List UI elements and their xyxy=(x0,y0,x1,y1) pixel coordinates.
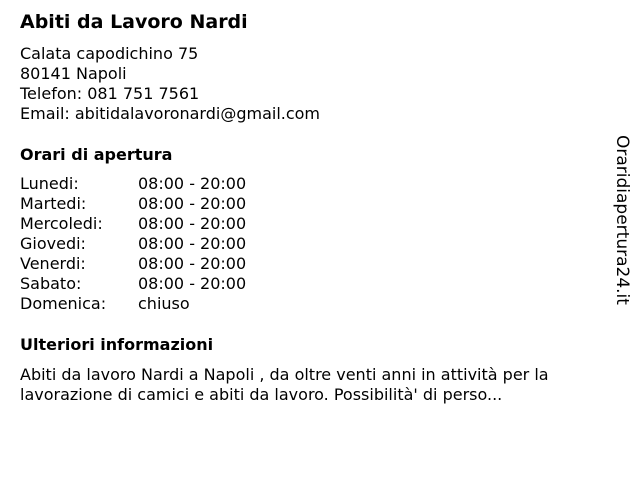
hours-day: Domenica: xyxy=(20,294,107,313)
hours-time: 08:00 - 20:00 xyxy=(138,174,247,193)
address-city: 80141 Napoli xyxy=(20,64,127,83)
hours-row-friday xyxy=(20,254,246,274)
hours-time: chiuso xyxy=(138,294,190,313)
hours-time: 08:00 - 20:00 xyxy=(138,254,247,273)
business-description: Abiti da lavoro Nardi a Napoli , da oltre venti anni in attività per la lavorazione di camici e abiti da lavoro. Possibilità' di perso... xyxy=(20,365,549,404)
hours-row-sunday xyxy=(20,294,246,314)
hours-day: Venerdi: xyxy=(20,254,86,273)
additional-info-heading: Ulteriori informazioni xyxy=(20,335,214,354)
hours-time: 08:00 - 20:00 xyxy=(138,194,247,213)
site-brand-vertical: Oraridiapertura24.it xyxy=(612,135,632,305)
hours-row-tuesday xyxy=(20,194,246,214)
contact-block xyxy=(20,44,320,124)
email-address: Email: abitidalavoronardi@gmail.com xyxy=(20,104,321,123)
hours-day: Giovedi: xyxy=(20,234,86,253)
hours-row-monday xyxy=(20,174,246,194)
hours-row-wednesday xyxy=(20,214,246,234)
business-name: Abiti da Lavoro Nardi xyxy=(20,11,248,33)
hours-day: Mercoledi: xyxy=(20,214,103,233)
opening-hours-table xyxy=(20,174,246,314)
hours-row-saturday xyxy=(20,274,246,294)
phone-number: Telefon: 081 751 7561 xyxy=(20,84,200,103)
hours-day: Sabato: xyxy=(20,274,82,293)
hours-day: Lunedi: xyxy=(20,174,79,193)
hours-time: 08:00 - 20:00 xyxy=(138,214,247,233)
hours-row-thursday xyxy=(20,234,246,254)
hours-day: Martedi: xyxy=(20,194,87,213)
opening-hours-heading: Orari di apertura xyxy=(20,145,173,164)
hours-time: 08:00 - 20:00 xyxy=(138,274,247,293)
address-street: Calata capodichino 75 xyxy=(20,44,199,63)
hours-time: 08:00 - 20:00 xyxy=(138,234,247,253)
